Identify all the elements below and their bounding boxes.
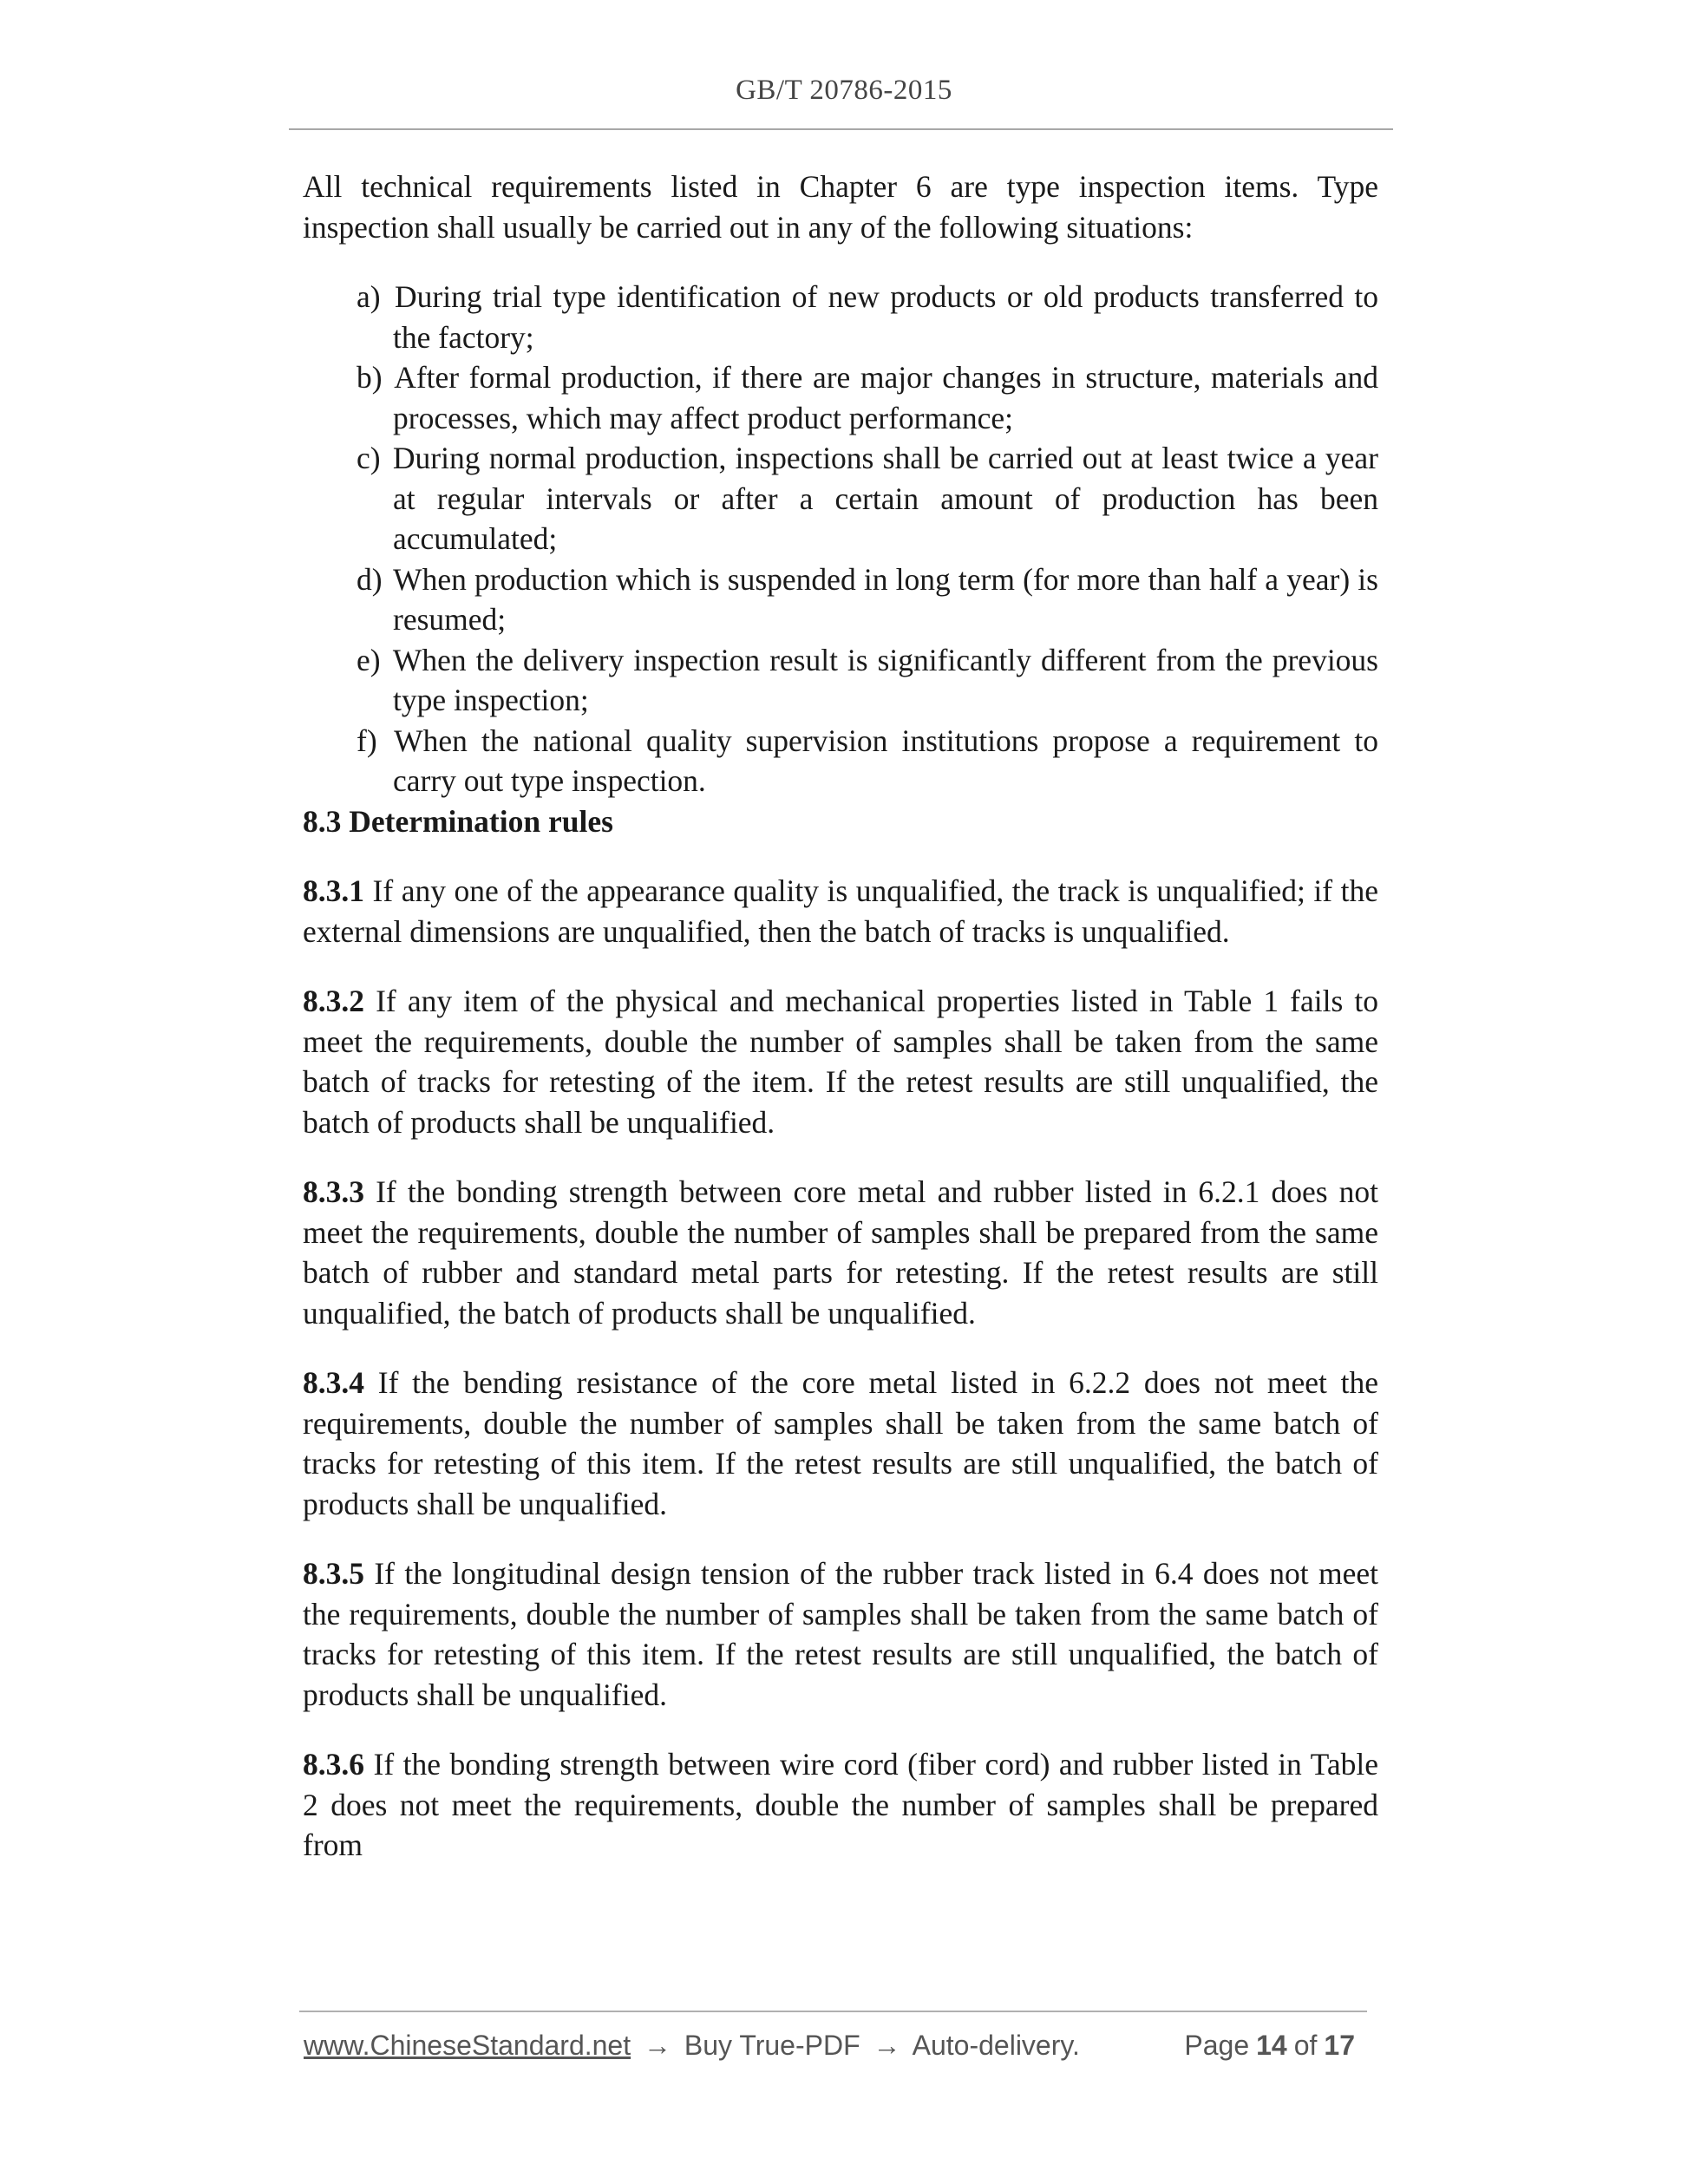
clause-paragraph <box>303 1363 1378 1524</box>
list-marker: b) <box>357 360 383 395</box>
list-item-text: After formal production, if there are major changes in structure, materials and processes, which may affect product performance; <box>393 360 1378 435</box>
situation-list <box>357 277 1378 801</box>
clause-text: If the bending resistance of the core metal listed in 6.2.2 does not meet the requirements, double the number of samples shall be taken from the same batch of tracks for retesting of this item. If the retest results are still unqualified, the batch of products shall be unqualified. <box>303 1365 1378 1521</box>
list-item-text: When the delivery inspection result is significantly different from the previous type inspection; <box>392 642 1378 717</box>
document-header: GB/T 20786-2015 <box>736 75 952 106</box>
clause-number: 8.3.4 <box>303 1365 364 1400</box>
list-item-text: During normal production, inspections shall be carried out at least twice a year at regular intervals or after a certain amount of production has been accumulated; <box>392 441 1379 556</box>
list-item <box>357 559 1378 640</box>
list-item-text: When production which is suspended in long term (for more than half a year) is resumed; <box>393 561 1378 637</box>
list-marker: f) <box>357 723 377 758</box>
page-footer <box>304 2030 1371 2070</box>
clause-number: 8.3.1 <box>303 873 364 908</box>
clause-number: 8.3.2 <box>303 984 364 1018</box>
arrow-right-icon: → <box>873 2030 901 2061</box>
footer-divider <box>299 2011 1367 2012</box>
list-marker: e) <box>357 642 381 677</box>
clause-number: 8.3.3 <box>303 1174 364 1209</box>
intro-paragraph: All technical requirements listed in Chapter 6 are type inspection items. Type inspection shall usually be carried out in any of the following situations: <box>303 169 1378 245</box>
section-heading: 8.3 Determination rules <box>303 803 613 839</box>
page-label: Page <box>1184 2030 1250 2061</box>
page-indicator <box>1184 2030 1362 2062</box>
clause-number: 8.3.6 <box>303 1747 364 1782</box>
list-item <box>357 721 1378 801</box>
clause-text: If the bonding strength between core metal and rubber listed in 6.2.1 does not meet the requirements, double the number of samples shall be prepared from the same batch of rubber and standard metal parts for retesting. If the retest results are still unqualified, the batch of products shall be unqualified. <box>303 1174 1379 1331</box>
list-item <box>357 438 1378 559</box>
list-marker: a) <box>357 279 381 314</box>
clause-paragraph <box>303 1553 1378 1715</box>
website-link[interactable]: www.ChineseStandard.net <box>304 2030 631 2061</box>
buy-true-pdf-link[interactable]: Buy True-PDF <box>684 2030 860 2061</box>
clause-paragraph <box>303 1172 1378 1333</box>
arrow-right-icon: → <box>644 2030 671 2061</box>
of-label: of <box>1293 2030 1318 2061</box>
total-page-number: 17 <box>1324 2030 1355 2061</box>
page-content <box>303 167 1378 1895</box>
list-item-text: When the national quality supervision institutions propose a requirement to carry out type inspection. <box>393 723 1379 798</box>
list-marker: c) <box>357 441 381 475</box>
clause-text: If any one of the appearance quality is unqualified, the track is unqualified; if the external dimensions are unqualified, then the batch of tracks is unqualified. <box>303 873 1379 949</box>
list-item-text: During trial type identification of new products or old products transferred to the factory; <box>393 279 1379 355</box>
clause-text: If the bonding strength between wire cord (fiber cord) and rubber listed in Table 2 does not meet the requirements, double the number of samples shall be prepared from <box>303 1747 1378 1862</box>
list-item <box>357 277 1378 357</box>
clause-text: If the longitudinal design tension of the rubber track listed in 6.4 does not meet the requirements, double the number of samples shall be taken from the same batch of tracks for retesting of this item. If the retest results are still unqualified, the batch of products shall be unqualified. <box>303 1556 1378 1712</box>
footer-promo <box>304 2030 1080 2062</box>
clause-paragraph <box>303 1744 1378 1866</box>
current-page-number: 14 <box>1256 2030 1287 2061</box>
header-divider <box>289 128 1393 130</box>
clause-paragraph <box>303 871 1378 951</box>
list-item <box>357 357 1378 438</box>
clause-text: If any item of the physical and mechanical properties listed in Table 1 fails to meet the requirements, double the number of samples shall be taken from the same batch of tracks for retesting of the item. If the retest results are still unqualified, the batch of products shall be unqualified. <box>303 984 1378 1140</box>
clause-number: 8.3.5 <box>303 1556 364 1591</box>
clause-paragraph <box>303 981 1378 1142</box>
auto-delivery-text: Auto-delivery. <box>912 2030 1080 2061</box>
list-marker: d) <box>357 561 383 597</box>
list-item <box>357 640 1378 721</box>
